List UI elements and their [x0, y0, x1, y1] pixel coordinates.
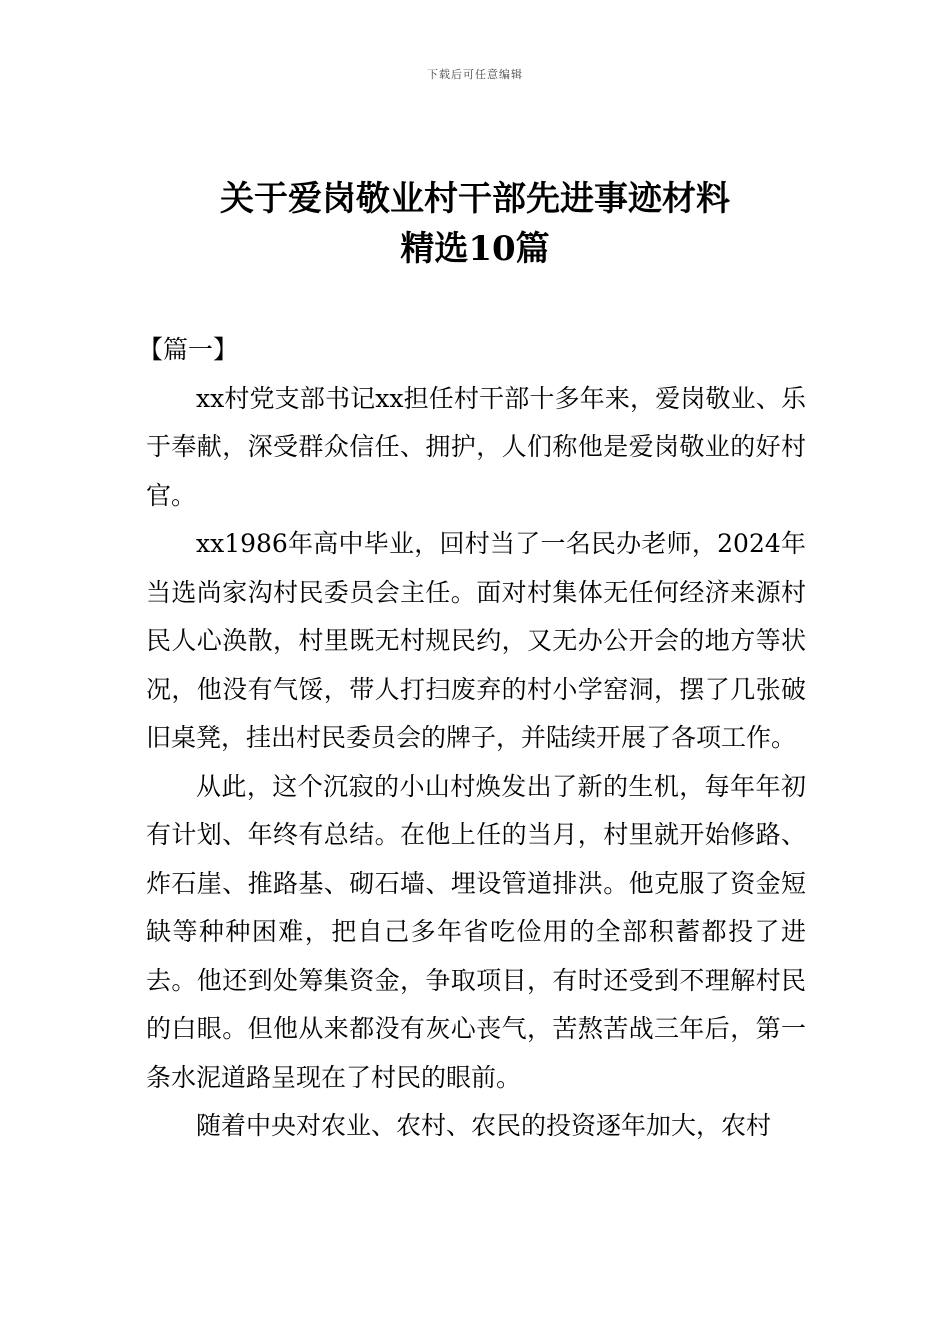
paragraph-2: xx1986年高中毕业，回村当了一名民办老师，2024年当选尚家沟村民委员会主任。面对村集体无任何经济来源村民人心涣散，村里既无村规民约，又无办公开会的地方等状况，他没有气馁，带人打扫废弃的村小学窑洞，摆了几张破旧桌凳，挂出村民委员会的牌子，并陆续开展了各项工作。	[146, 529, 806, 752]
paragraph-1: xx村党支部书记xx担任村干部十多年来，爱岗敬业、乐于奉献，深受群众信任、拥护，人们称他是爱岗敬业的好村官。	[146, 383, 806, 510]
title-line-2: 精选10篇	[400, 229, 550, 269]
document-title	[0, 174, 950, 274]
paragraph-4: 随着中央对农业、农村、农民的投资逐年加大，农村	[196, 1111, 772, 1140]
header-note: 下载后可任意编辑	[427, 68, 523, 81]
paragraph-3: 从此，这个沉寂的小山村焕发出了新的生机，每年年初有计划、年终有总结。在他上任的当月，村里就开始修路、炸石崖、推路基、砌石墙、埋设管道排洪。他克服了资金短缺等种种困难，把自己多年省吃俭用的全部积蓄都投了进去。他还到处筹集资金，争取项目，有时还受到不理解村民的白眼。但他从来都没有灰心丧气，苦熬苦战三年后，第一条水泥道路呈现在了村民的眼前。	[146, 771, 806, 1092]
section-label: 【篇一】	[138, 335, 239, 364]
document-body	[138, 326, 806, 1151]
title-line-1: 关于爱岗敬业村干部先进事迹材料	[220, 179, 730, 219]
